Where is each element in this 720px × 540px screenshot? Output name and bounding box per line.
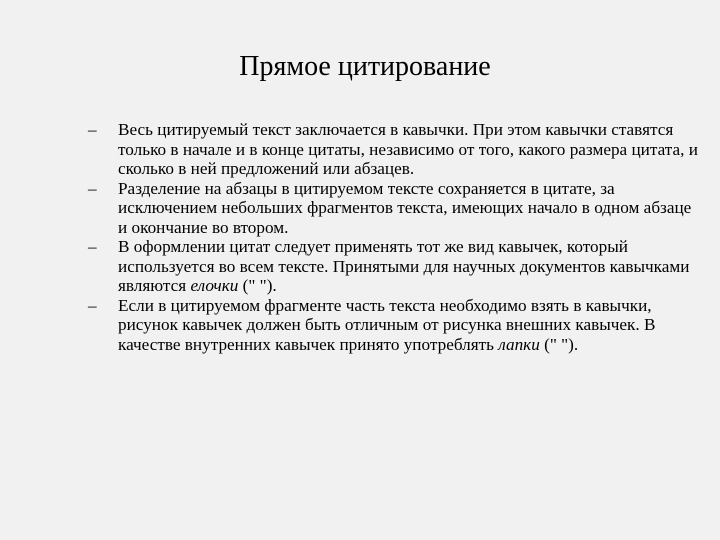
emphasis-term: елочки <box>190 276 239 295</box>
bullet-dash-icon: – <box>88 237 97 256</box>
bullet-text: Весь цитируемый текст заключается в кавычки. При этом кавычки ставятся только в начале и в конце цитаты, независимо от того, какого размера цитата, и сколько в ней предложений или абзацев. <box>118 120 698 178</box>
emphasis-term: лапки <box>498 334 540 354</box>
bullet-text: Если в цитируемом фрагменте часть текста необходимо взять в кавычки, рисунок кавычек должен быть отличным от рисунка внешних кавычек. В качестве внутренних кавычек принято употреблять лапки (" "). <box>118 295 656 354</box>
slide-title: Прямое цитирование <box>239 51 491 82</box>
bullet-text: Разделение на абзацы в цитируемом тексте сохраняется в цитате, за исключением небольших фрагментов текста, имеющих начало в одном абзаце и окончание во втором. <box>118 178 692 237</box>
bullet-item <box>88 179 698 238</box>
bullet-dash-icon: – <box>88 178 97 198</box>
bullet-dash-icon: – <box>88 295 97 315</box>
bullet-list <box>88 120 698 354</box>
bullet-item <box>88 237 698 296</box>
bullet-item <box>88 120 698 179</box>
bullet-text: В оформлении цитат следует применять тот же вид кавычек, который используется во всем тексте. Принятыми для научных документов кавычками являются елочки (" "). <box>118 237 690 295</box>
bullet-item <box>88 296 698 355</box>
bullet-dash-icon: – <box>88 120 97 139</box>
